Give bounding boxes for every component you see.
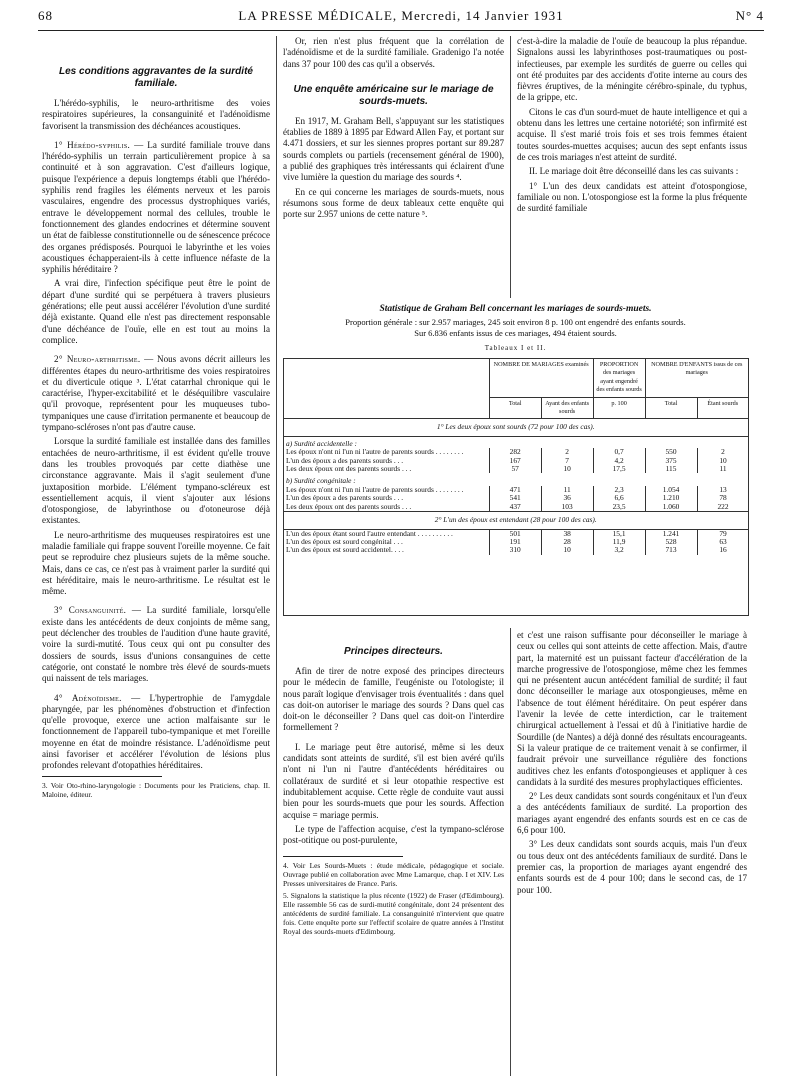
table-row-label: L'un des époux est sourd congénital . . .	[286, 536, 403, 546]
table-cell: 4,2	[593, 457, 645, 465]
column-1	[42, 60, 270, 802]
running-header	[38, 8, 764, 28]
table-cell: 3,2	[593, 546, 645, 554]
paragraph: II. Le mariage doit être déconseillé dans les cas suivants :	[529, 166, 739, 177]
subsection-label: 4° Adénoïdisme.	[54, 692, 122, 703]
table-section-title: 1° Les deux époux sont sourds (72 pour 100 des cas).	[283, 419, 749, 436]
paragraph-text: — L'hypertrophie de l'amygdale pharyngée, par les phénomènes d'obstruction et d'infection qu'elle provoque, exerce une action malfaisante sur le fonctionnement de l'appareil tubo-tympanique et met l'oreille moyenne en état de moindre résistance. L'adénoïdisme peut ainsi favoriser et accélérer l'évolution de lésions plus profondes relevant d'otopathies héréditaires.	[42, 692, 270, 771]
table-cell: 528	[645, 538, 697, 546]
paragraph: A vrai dire, l'infection spécifique peut être le point de départ d'une surdité qui se perpétuera à travers plusieurs générations; elle peut aussi accélérer l'évolution d'une surdité déjà existante. Quand elle n'est pas directement responsable d'une déchéance de l'ouïe, elle en est tout au moins la complice.	[42, 278, 270, 345]
paragraph	[42, 140, 270, 276]
table-row-label: L'un des époux étant sourd l'autre entendant . . . . . . . . . .	[286, 528, 453, 538]
issue-number: N° 4	[735, 8, 764, 23]
table-row-label: L'un des époux a des parents sourds . . .	[286, 493, 404, 503]
table-cell: 6,6	[593, 494, 645, 502]
paragraph	[42, 605, 270, 684]
table-group-title: a) Surdité accidentelle :	[286, 438, 357, 448]
table-header: p. 100	[593, 397, 645, 419]
table-cell: 471	[489, 486, 541, 494]
table-row	[283, 473, 749, 485]
footnote-rule	[42, 776, 162, 777]
table-group-title: b) Surdité congénitale :	[286, 476, 356, 486]
table-header: Étant sourds	[697, 397, 748, 419]
table-subtitle	[283, 317, 748, 338]
table-cell: 11	[541, 486, 593, 494]
paragraph: Lorsque la surdité familiale est installée dans des familles entachées de neuro-arthritisme, il est évident qu'elle trouve dans les troubles provoqués par cette diathèse une circonstance aggravante. Mais il s'agit seulement d'une juxtaposition morbide. L'élément tympano-scléreux est essentiellement acquis, il vient s'ajouter aux lésions d'otospongiose, de labyrinthose ou d'otoneurose déjà existantes.	[42, 436, 270, 526]
paragraph: 2° Les deux candidats sont sourds congénitaux et l'un d'eux a des antécédents familiaux de surdité. La proportion des mariages ayant engendré des enfants sourds est en ce cas de 6,6 pour 100.	[517, 791, 747, 836]
table-cell: 7	[541, 457, 593, 465]
table-cell: 282	[489, 448, 541, 456]
table-section-row	[283, 512, 749, 529]
table-cell: 167	[489, 457, 541, 465]
footnote: 5. Signalons la statistique la plus récente (1922) de Fraser (d'Edimbourg). Elle rassemble 56 cas de surdi-mutité congénitale, dont 24 présentent des antécédents de surdité familiale. La consanguinité n'intervient que quatre fois. Cette enquête porte sur l'effectif scolaire de quatre années à l'Institut Royal des sourds-muets d'Edimbourg.	[283, 891, 504, 937]
section-heading: Principes directeurs.	[344, 646, 443, 657]
table-group-b	[283, 486, 749, 512]
paragraph: 3° Les deux candidats sont sourds acquis, mais l'un d'eux ou tous deux ont des antécédents familiaux de surdité. Dans le premier cas, la proportion de mariages ayant engendré des enfants sourds est de 4 pour 100; dans le second cas, de 17 pour 100.	[517, 839, 747, 895]
paragraph: et c'est une raison suffisante pour déconseiller le mariage à ceux ou celles qui sont atteints de cette affection. Mais, d'autre part, la maternité est un puissant facteur d'accélération de la marche progressive de l'otospongiose, même chez les femmes qui ne présentent aucun antécédent familial de surdité; il faut donc déconseiller le mariage aux otospongieuses, même en l'absence de tout élément héréditaire. On peut espérer dans l'avenir la levée de cette interdiction, car le traitement chirurgical actuellement à l'essai et dû à l'initiative hardie de Sourdille (de Nantes) a déjà donné des résultats encourageants. Si la valeur pratique de ce traitement venait à se confirmer, il faudrait prévoir une surveillance régulière des fonctions auditives chez les enfants d'otospongieuses et appliquer à ces candidats à la surdité des mesures prophylactiques efficientes.	[517, 630, 747, 787]
paragraph: Or, rien n'est plus fréquent que la corrélation de l'adénoïdisme et de la surdité familiale. Gradenigo l'a notée dans 37 pour 100 des cas qu'il a observés.	[283, 36, 504, 69]
table-cell: 28	[541, 538, 593, 546]
table-header: PROPORTION des mariages ayant engendré des enfants sourds	[593, 359, 645, 398]
table-cell: 11,9	[593, 538, 645, 546]
column-2-lower	[283, 640, 504, 939]
table-cell: 1.241	[645, 529, 697, 538]
table-cell: 1.060	[645, 503, 697, 512]
table-cell: 375	[645, 457, 697, 465]
page-number: 68	[38, 8, 53, 23]
table-cell: 57	[489, 465, 541, 473]
table-cell: 1.210	[645, 494, 697, 502]
paragraph-text: — Nous avons décrit ailleurs les différentes étapes du neuro-arthritisme des voies respiratoires et du diverticule otique ³. L'état catarrhal chronique qui le caractérise, l'hyper-excitabilité et le déséquilibre vasculaire qu'il provoque, représentent pour les muqueuses tubo-tympaniques une cause d'irritation permanente et beaucoup de tympano-scléroses n'ont pas d'autre cause.	[42, 354, 271, 433]
table-cell: 38	[541, 529, 593, 538]
table-subtitle-line: Proportion générale : sur 2.957 mariages, 245 soit environ 8 p. 100 ont engendré des enfants sourds.	[345, 317, 686, 327]
column-divider	[510, 628, 511, 1076]
table-cell: 437	[489, 503, 541, 512]
table-header-empty	[283, 359, 489, 419]
paragraph	[42, 354, 270, 433]
footnote: 4. Voir Les Sourds-Muets : étude médicale, pédagogique et sociale. Ouvrage publié en collaboration avec Mme Lamarque, chap. I et XIV. Les Presses universitaires de France. Paris.	[283, 861, 504, 889]
paragraph: Afin de tirer de notre exposé des principes directeurs pour le médecin de famille, l'eugéniste ou l'otologiste; il nous paraît logique d'envisager trois éventualités : dans quel cas doit-on autoriser le mariage des sourds ? Dans quel cas doit-on le déconseiller ? Dans quel cas doit-on l'interdire formellement ?	[283, 666, 504, 733]
table-cell: 310	[489, 546, 541, 554]
table-group-c	[283, 529, 749, 555]
table-cell: 36	[541, 494, 593, 502]
table-label: Tableaux I et II.	[484, 344, 547, 352]
table-cell: 78	[697, 494, 748, 502]
table-cell: 2	[697, 448, 748, 456]
table-cell: 13	[697, 486, 748, 494]
table-row	[283, 546, 749, 554]
header-rule	[38, 30, 764, 31]
table-section-title: 2° L'un des époux est entendant (28 pour 100 des cas).	[283, 512, 749, 529]
table-row-label: Les époux n'ont ni l'un ni l'autre de parents sourds . . . . . . . .	[286, 447, 464, 457]
table-row-label: L'un des époux est sourd accidentel. . . .	[286, 545, 404, 555]
section-heading: Une enquête américaine sur le mariage de sourds-muets.	[293, 83, 494, 107]
paragraph: En ce qui concerne les mariages de sourds-muets, nous résumons sous forme de deux tableaux cette enquête qui porte sur 2.957 unions de cette nature ⁵.	[283, 186, 504, 220]
table-header: Total	[645, 397, 697, 419]
table-cell: 222	[697, 503, 748, 512]
table-header: Total	[489, 397, 541, 419]
table-row-label: Les deux époux ont des parents sourds . . .	[286, 464, 412, 474]
table-cell: 10	[541, 465, 593, 473]
table-cell: 17,5	[593, 465, 645, 473]
table-cell: 1.054	[645, 486, 697, 494]
table-header-row	[283, 359, 749, 398]
paragraph: En 1917, M. Graham Bell, s'appuyant sur les statistiques établies de 1889 à 1895 par Edward Allen Fay, et portant sur 4.471 dossiers, et sur les siennes propres portant sur 89.287 sourds complets ou partiels (recensement général de 1900), a publié des graphiques très intéressants qui éclairent d'une vive lumière la question du mariage des sourds ⁴.	[283, 115, 504, 183]
column-divider	[510, 36, 511, 298]
subsection-label: 3° Consanguinité.	[54, 605, 127, 616]
table-cell: 103	[541, 503, 593, 512]
subsection-label: 2° Neuro-arthritisme.	[54, 354, 141, 365]
statistics-table	[283, 358, 749, 555]
column-2	[283, 36, 504, 224]
paragraph: L'hérédo-syphilis, le neuro-arthritisme des voies respiratoires supérieures, la consanguinité et l'adénoïdisme favorisent la transmission des déchéances acoustiques.	[42, 98, 270, 131]
table-cell: 501	[489, 529, 541, 538]
table-subtitle-line: Sur 6.836 enfants issus de ces mariages, 494 étaient sourds.	[414, 327, 617, 338]
table-cell: 63	[697, 538, 748, 546]
table-cell: 11	[697, 465, 748, 473]
table-cell: 550	[645, 448, 697, 456]
paragraph	[42, 693, 270, 772]
subsection-label: 1° Hérédo-syphilis.	[54, 139, 131, 150]
section-heading: Les conditions aggravantes de la surdité familiale.	[59, 66, 253, 89]
paragraph: Le type de l'affection acquise, c'est la tympano-sclérose post-otitique ou post-purulente,	[283, 823, 504, 846]
paragraph: c'est-à-dire la maladie de l'ouïe de beaucoup la plus répandue. Signalons aussi les labyrinthoses post-traumatiques ou post-infectieuses, par exemple les surdités de guerre ou celles qui ont été produites par des accidents d'otite interne au cours des fièvres éruptives, de la méningite cérébro-spinale, du typhus, de la grippe, etc.	[517, 36, 747, 103]
table-row	[283, 465, 749, 473]
paragraph: 1° L'un des deux candidats est atteint d'otospongiose, familiale ou non. L'otospongiose est la forme la plus fréquente de surdité familiale	[517, 180, 747, 214]
table-cell: 541	[489, 494, 541, 502]
table-cell: 10	[541, 546, 593, 554]
paragraph-text: — La surdité familiale trouve dans l'hérédo-syphilis un terrain particulièrement propice à sa continuité et à son aggravation. C'est d'ailleurs logique, puisque l'expérience a depuis longtemps établi que l'hérédo-syphilis rend fragiles les éléments nerveux et les parois vasculaires, engendre des processus dystrophiques variés, entrave le développement normal des cellules, trouble le fonctionnement des glandes endocrines et détermine souvent un état de faiblesse constitutionnelle ou de sénescence précoce des organes prédisposés. Pourquoi le labyrinthe et les voies acoustiques échapperaient-ils à cette influence néfaste de la syphilis héréditaire ?	[42, 139, 270, 275]
table-cell: 16	[697, 546, 748, 554]
table-cell: 2,3	[593, 486, 645, 494]
table-header: NOMBRE DE MARIAGES examinés	[489, 359, 593, 398]
column-3-lower	[517, 630, 747, 899]
journal-title: LA PRESSE MÉDICALE, Mercredi, 14 Janvier 1931	[238, 8, 564, 23]
table-cell: 10	[697, 457, 748, 465]
table-cell: 0,7	[593, 448, 645, 456]
table-row-label: L'un des époux a des parents sourds . . .	[286, 455, 404, 465]
column-3	[517, 36, 747, 217]
table-cell: 2	[541, 448, 593, 456]
footnote-rule	[283, 856, 403, 857]
table-header: Ayant des enfants sourds	[541, 397, 593, 419]
table-row	[283, 503, 749, 512]
table-title: Statistique de Graham Bell concernant les mariages de sourds-muets.	[379, 304, 652, 314]
table-cell: 713	[645, 546, 697, 554]
table-row-label: Les deux époux ont des parents sourds . . .	[286, 501, 412, 511]
table-cell: 115	[645, 465, 697, 473]
table-cell: 15,1	[593, 529, 645, 538]
paragraph: I. Le mariage peut être autorisé, même si les deux candidats sont atteints de surdité, s'il est bien avéré qu'ils n'ont ni l'un ni l'autre d'antécédents héréditaires ou collatéraux de surdité et si leur otopathie respective est indubitablement acquise. Cette règle de conduite vaut aussi bien pour les sourds-muets que pour les sourds. Affection acquise = mariage permis.	[283, 741, 504, 820]
paragraph: Citons le cas d'un sourd-muet de haute intelligence et qui a obtenu dans les lettres une certaine notoriété; son infirmité est acquise. Il s'est marié trois fois et ses trois femmes étaient toutes sourdes-muettes acquises; aucun des sept enfants issus de ces trois mariages n'est atteint de surdité.	[517, 106, 747, 162]
table-header: NOMBRE D'ENFANTS issus de ces mariages	[645, 359, 748, 398]
column-divider	[276, 36, 277, 1076]
table-row-label: Les époux n'ont ni l'un ni l'autre de parents sourds . . . . . . . .	[286, 484, 464, 494]
paragraph: Le neuro-arthritisme des muqueuses respiratoires est une maladie familiale qui frappe souvent l'oreille moyenne. Ce fait peut se reproduire chez plusieurs sujets de la même souche. Mais, dans ce cas, ce n'est pas à vraiment parler la surdité qui est héréditaire, mais le neuro-arthritisme. Le résultat est le même.	[42, 529, 270, 597]
paragraph-text: — La surdité familiale, lorsqu'elle existe dans les antécédents de deux conjoints de même sang, peut déclencher des troubles de l'audition d'une haute gravité, voire la surdi-mutité. Tous ceux qui ont pu consulter des dossiers de sourds, issus d'unions consanguines de cette catégorie, ont constaté le nombre très élevé de sourds-muets qui naissent de tels mariages.	[42, 605, 270, 684]
table-cell: 191	[489, 538, 541, 546]
table-cell: 79	[697, 529, 748, 538]
table-section-row	[283, 419, 749, 436]
table-cell: 23,5	[593, 503, 645, 512]
table-group-a	[283, 448, 749, 473]
footnote: 3. Voir Oto-rhino-laryngologie : Documents pour les Praticiens, chap. II. Maloine, éditeur.	[42, 780, 270, 799]
